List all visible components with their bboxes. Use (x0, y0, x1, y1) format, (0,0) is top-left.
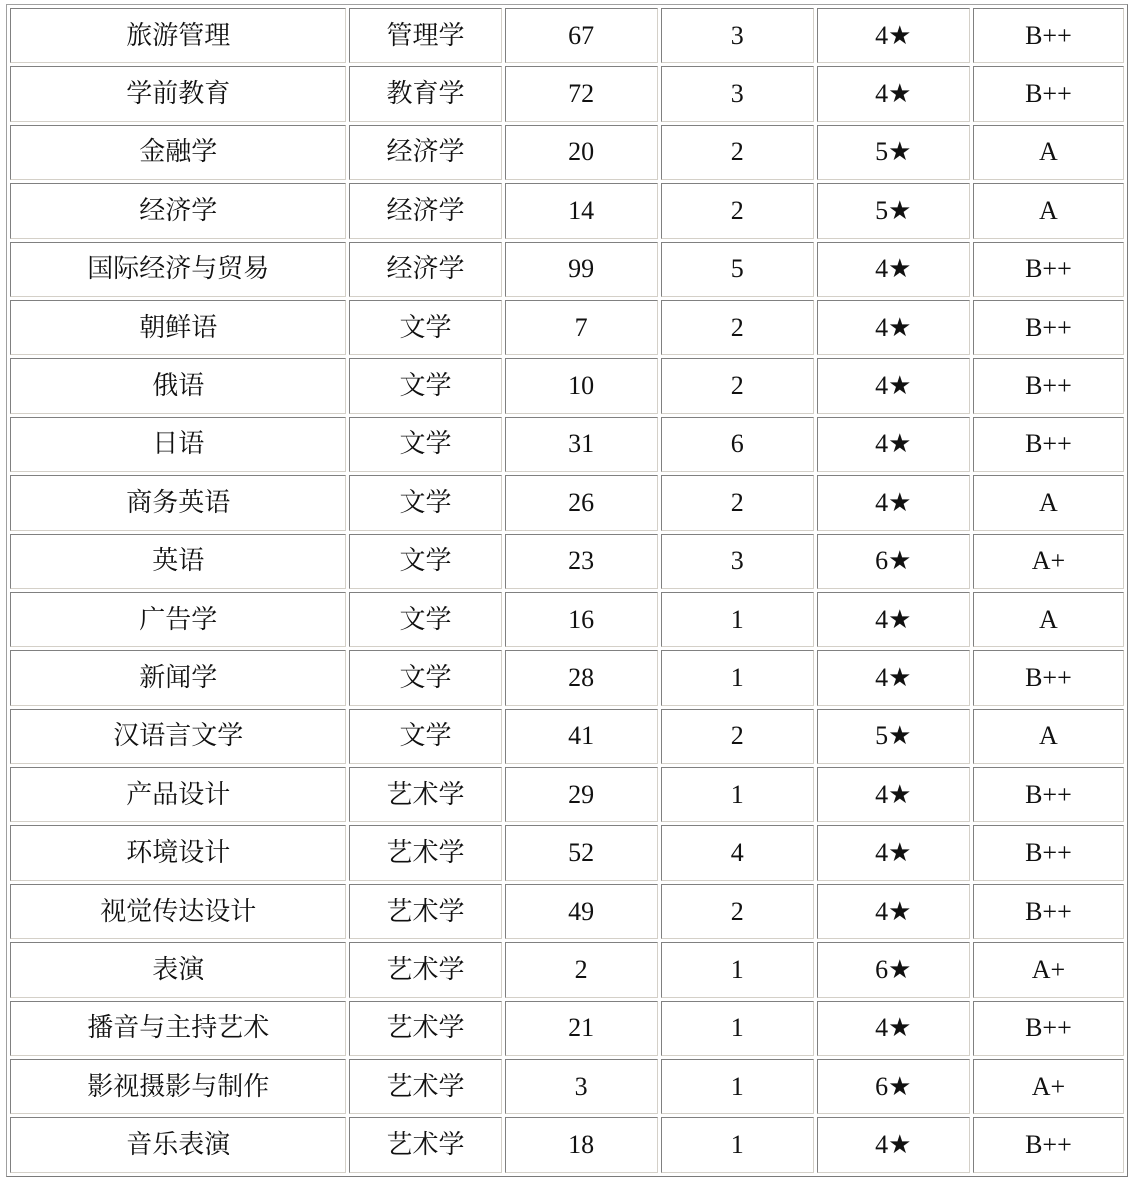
major-cell: 俄语 (10, 358, 346, 413)
category-cell: 艺术学 (349, 884, 501, 939)
stars-cell: 4★ (817, 767, 970, 822)
grade-cell: A+ (973, 1059, 1124, 1114)
grade-cell: B++ (973, 1117, 1124, 1173)
table-row (10, 242, 1124, 297)
category-cell: 艺术学 (349, 825, 501, 880)
rank-cell: 16 (505, 592, 658, 647)
rank-cell: 23 (505, 534, 658, 589)
major-cell: 汉语言文学 (10, 709, 346, 764)
major-cell: 旅游管理 (10, 8, 346, 63)
category-cell: 艺术学 (349, 1117, 501, 1173)
count-cell: 2 (661, 358, 814, 413)
stars-cell: 5★ (817, 125, 970, 180)
table-row (10, 592, 1124, 647)
grade-cell: B++ (973, 66, 1124, 121)
rank-cell: 20 (505, 125, 658, 180)
rank-cell: 21 (505, 1001, 658, 1056)
grade-cell: A+ (973, 942, 1124, 997)
rank-cell: 28 (505, 650, 658, 705)
rank-cell: 41 (505, 709, 658, 764)
category-cell: 文学 (349, 475, 501, 530)
category-cell: 艺术学 (349, 1001, 501, 1056)
grade-cell: A (973, 592, 1124, 647)
major-cell: 表演 (10, 942, 346, 997)
table-row (10, 125, 1124, 180)
grade-cell: B++ (973, 650, 1124, 705)
ranking-table-frame (6, 4, 1128, 1177)
table-row (10, 358, 1124, 413)
count-cell: 3 (661, 66, 814, 121)
rank-cell: 99 (505, 242, 658, 297)
grade-cell: B++ (973, 358, 1124, 413)
table-row (10, 300, 1124, 355)
stars-cell: 4★ (817, 1117, 970, 1173)
category-cell: 艺术学 (349, 942, 501, 997)
grade-cell: B++ (973, 417, 1124, 472)
major-cell: 学前教育 (10, 66, 346, 121)
grade-cell: A (973, 183, 1124, 238)
grade-cell: B++ (973, 242, 1124, 297)
category-cell: 文学 (349, 709, 501, 764)
count-cell: 1 (661, 650, 814, 705)
rank-cell: 67 (505, 8, 658, 63)
grade-cell: A+ (973, 534, 1124, 589)
stars-cell: 4★ (817, 884, 970, 939)
table-row (10, 8, 1124, 63)
major-cell: 商务英语 (10, 475, 346, 530)
stars-cell: 4★ (817, 592, 970, 647)
grade-cell: B++ (973, 8, 1124, 63)
stars-cell: 4★ (817, 1001, 970, 1056)
major-cell: 影视摄影与制作 (10, 1059, 346, 1114)
major-cell: 音乐表演 (10, 1117, 346, 1173)
rank-cell: 29 (505, 767, 658, 822)
rank-cell: 52 (505, 825, 658, 880)
table-row (10, 1059, 1124, 1114)
stars-cell: 4★ (817, 475, 970, 530)
rank-cell: 2 (505, 942, 658, 997)
count-cell: 1 (661, 1059, 814, 1114)
count-cell: 2 (661, 300, 814, 355)
major-cell: 环境设计 (10, 825, 346, 880)
count-cell: 2 (661, 709, 814, 764)
major-cell: 经济学 (10, 183, 346, 238)
stars-cell: 4★ (817, 417, 970, 472)
stars-cell: 5★ (817, 183, 970, 238)
category-cell: 艺术学 (349, 1059, 501, 1114)
stars-cell: 4★ (817, 825, 970, 880)
rank-cell: 3 (505, 1059, 658, 1114)
count-cell: 1 (661, 1001, 814, 1056)
grade-cell: B++ (973, 825, 1124, 880)
count-cell: 2 (661, 884, 814, 939)
stars-cell: 4★ (817, 242, 970, 297)
rank-cell: 31 (505, 417, 658, 472)
major-cell: 朝鲜语 (10, 300, 346, 355)
count-cell: 3 (661, 8, 814, 63)
category-cell: 文学 (349, 534, 501, 589)
table-body (10, 8, 1124, 1173)
count-cell: 1 (661, 1117, 814, 1173)
table-row (10, 1001, 1124, 1056)
stars-cell: 4★ (817, 650, 970, 705)
major-cell: 广告学 (10, 592, 346, 647)
grade-cell: B++ (973, 767, 1124, 822)
category-cell: 文学 (349, 592, 501, 647)
category-cell: 艺术学 (349, 767, 501, 822)
ranking-table (7, 5, 1127, 1176)
table-row (10, 475, 1124, 530)
major-cell: 产品设计 (10, 767, 346, 822)
category-cell: 经济学 (349, 183, 501, 238)
stars-cell: 6★ (817, 1059, 970, 1114)
major-cell: 播音与主持艺术 (10, 1001, 346, 1056)
rank-cell: 18 (505, 1117, 658, 1173)
table-row (10, 1117, 1124, 1173)
major-cell: 视觉传达设计 (10, 884, 346, 939)
category-cell: 教育学 (349, 66, 501, 121)
stars-cell: 4★ (817, 358, 970, 413)
major-cell: 英语 (10, 534, 346, 589)
table-row (10, 417, 1124, 472)
category-cell: 文学 (349, 358, 501, 413)
grade-cell: A (973, 475, 1124, 530)
grade-cell: A (973, 125, 1124, 180)
count-cell: 2 (661, 183, 814, 238)
rank-cell: 10 (505, 358, 658, 413)
category-cell: 文学 (349, 650, 501, 705)
table-row (10, 942, 1124, 997)
major-cell: 国际经济与贸易 (10, 242, 346, 297)
table-row (10, 825, 1124, 880)
grade-cell: B++ (973, 1001, 1124, 1056)
count-cell: 5 (661, 242, 814, 297)
category-cell: 文学 (349, 417, 501, 472)
rank-cell: 7 (505, 300, 658, 355)
rank-cell: 72 (505, 66, 658, 121)
count-cell: 6 (661, 417, 814, 472)
major-cell: 日语 (10, 417, 346, 472)
table-row (10, 66, 1124, 121)
rank-cell: 14 (505, 183, 658, 238)
count-cell: 1 (661, 942, 814, 997)
count-cell: 2 (661, 125, 814, 180)
stars-cell: 6★ (817, 942, 970, 997)
category-cell: 经济学 (349, 125, 501, 180)
stars-cell: 4★ (817, 300, 970, 355)
grade-cell: A (973, 709, 1124, 764)
major-cell: 金融学 (10, 125, 346, 180)
category-cell: 经济学 (349, 242, 501, 297)
stars-cell: 4★ (817, 66, 970, 121)
category-cell: 管理学 (349, 8, 501, 63)
stars-cell: 4★ (817, 8, 970, 63)
stars-cell: 6★ (817, 534, 970, 589)
table-row (10, 709, 1124, 764)
count-cell: 1 (661, 767, 814, 822)
table-row (10, 183, 1124, 238)
table-row (10, 534, 1124, 589)
table-row (10, 884, 1124, 939)
rank-cell: 49 (505, 884, 658, 939)
count-cell: 2 (661, 475, 814, 530)
rank-cell: 26 (505, 475, 658, 530)
stars-cell: 5★ (817, 709, 970, 764)
grade-cell: B++ (973, 884, 1124, 939)
category-cell: 文学 (349, 300, 501, 355)
count-cell: 3 (661, 534, 814, 589)
count-cell: 4 (661, 825, 814, 880)
count-cell: 1 (661, 592, 814, 647)
table-row (10, 767, 1124, 822)
major-cell: 新闻学 (10, 650, 346, 705)
grade-cell: B++ (973, 300, 1124, 355)
table-row (10, 650, 1124, 705)
